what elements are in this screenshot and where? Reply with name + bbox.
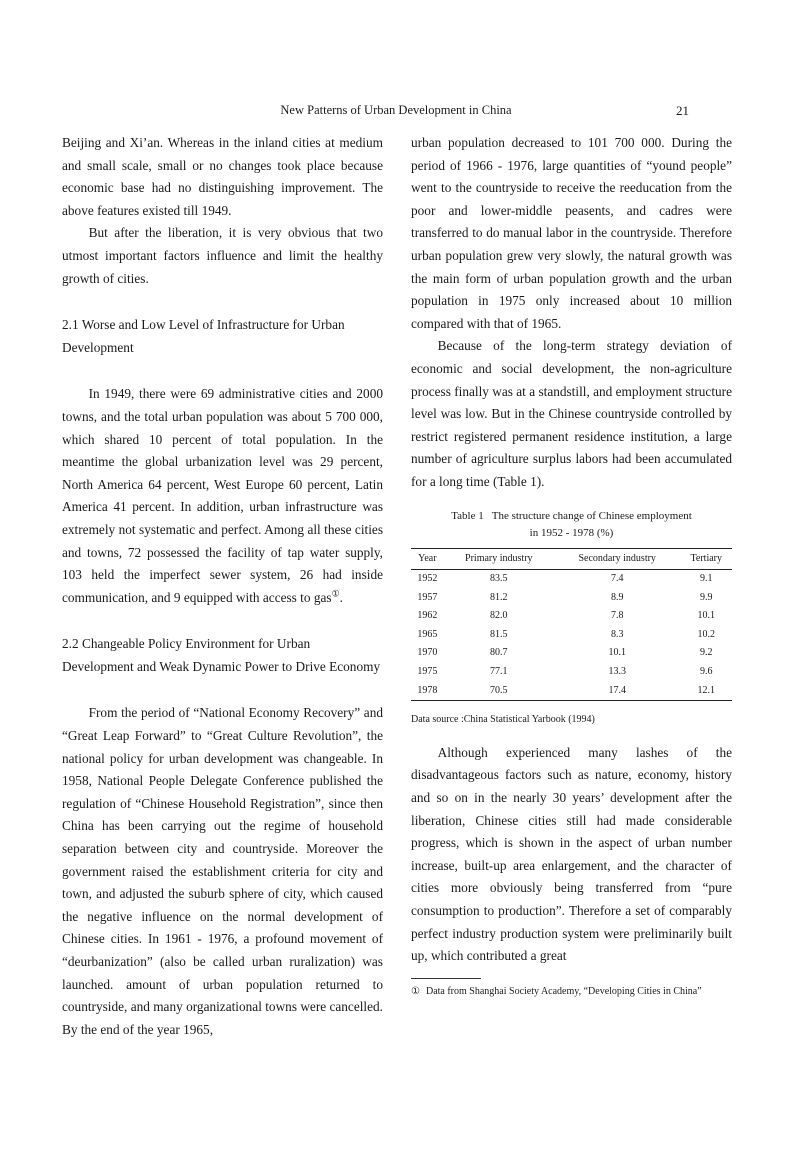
footnote-mark: ① (411, 985, 420, 997)
table-row (411, 570, 732, 589)
left-paragraph-4: From the period of “National Economy Recovery” and “Great Leap Forward” to “Great Culture Revolution”, the national policy for urban development was changeable. In 1958, National People Delegate Conference published the regulation of “Chinese Household Registration”, since then China has been carrying out the regime of household separation between city and countryside. Moreover the government raised the establishment criteria for city and town, and adjusted the suburb sphere of city, which caused the negative influence on the normal development of Chinese cities. In 1961 - 1976, a profound movement of “deurbanization” (also be called urban ruralization) was launched. amount of urban population returned to countryside, and many organizational towns were cancelled. By the end of the year 1965, (62, 705, 383, 1037)
table-cell: 77.1 (490, 666, 508, 678)
table-row (411, 663, 732, 682)
table-cell: 10.1 (608, 647, 626, 659)
table-cell: 12.1 (680, 682, 732, 701)
table-cell: 1962 (417, 610, 438, 622)
table-cell: 17.4 (554, 682, 681, 701)
table-row (411, 607, 732, 626)
table-cell: 1970 (417, 647, 438, 659)
footnote-text: Data from Shanghai Society Academy, “Developing Cities in China” (425, 985, 702, 997)
table-cell: 13.3 (608, 666, 626, 678)
table-cell: 1965 (417, 628, 438, 640)
footnote-1 (411, 985, 732, 999)
employment-structure-table (411, 548, 732, 702)
table-cell: 82.0 (490, 610, 508, 622)
left-paragraph-2: But after the liberation, it is very obvious that two utmost important factors influence and limit the healthy growth of cities. (62, 225, 383, 286)
table-cell: 80.7 (490, 647, 508, 659)
table-cell: 70.5 (444, 682, 554, 701)
table-cell: 9.9 (699, 591, 713, 603)
table-cell: 7.4 (610, 573, 624, 585)
table-row (411, 682, 732, 701)
footnote-divider (411, 978, 481, 979)
table-1-caption-line-1: The structure change of Chinese employment (491, 509, 692, 522)
section-heading-2-2: 2.2 Changeable Policy Environment for Urban Development and Weak Dynamic Power to Drive Economy (62, 636, 381, 674)
table-1-caption (411, 508, 732, 542)
column-header: Tertiary (680, 548, 732, 570)
right-paragraph-1: urban population decreased to 101 700 000. During the period of 1966 - 1976, large quantities of “yound people” went to the countryside to receive the reeducation from the poor and lower-middle peasents, and cadres were transferred to do manual labor in the countryside. Therefore urban population grew very slowly, the natural growth was the main form of urban population growth and the urban population in 1975 only increased about 10 million compared with that of 1965. (411, 135, 732, 331)
right-paragraph-2: Because of the long-term strategy deviation of economic and social development, the non-agriculture process finally was at a standstill, and employment structure level was low. But in the Chinese countryside controlled by restrict registered permanent residence institution, a large number of agriculture surplus labors had been accumulated for a long time (Table 1). (411, 338, 732, 489)
table-cell: 9.1 (699, 573, 713, 585)
table-1-caption-line-2: in 1952 - 1978 (%) (529, 526, 614, 539)
column-header: Secondary industry (554, 548, 681, 570)
table-row (411, 626, 732, 645)
table-cell: 83.5 (490, 573, 508, 585)
table-cell: 10.1 (697, 610, 715, 622)
table-1-source: Data source :China Statistical Yarbook (1994) (411, 714, 595, 726)
table-cell: 1975 (417, 666, 438, 678)
table-cell: 8.9 (610, 591, 624, 603)
left-paragraph-1: Beijing and Xi’an. Whereas in the inland cities at medium and small scale, small or no changes took place because economic base had no distinguishing improvement. The above features existed till 1949. (62, 135, 383, 218)
left-paragraph-3-text: In 1949, there were 69 administrative cities and 2000 towns, and the total urban population was about 5 700 000, which shared 10 percent of total population. In the meantime the global urbanization level was 29 percent, North America 64 percent, West Europe 60 percent, Latin America 41 percent. In addition, urban infrastructure was extremely not systematic and perfect. Among all these cities and towns, 72 possessed the facility of tap water supply, 103 held the imperfect sewer system, 26 had inside communication, and 9 equipped with access to gas (62, 386, 383, 605)
running-header-title: New Patterns of Urban Development in China (280, 103, 512, 117)
table-cell: 8.3 (610, 628, 624, 640)
left-column (62, 132, 383, 1041)
right-paragraph-3: Although experienced many lashes of the disadvantageous factors such as nature, economy, history and so on in the nearly 30 years’ development after the liberation, Chinese cities still had made considerable progress, which is shown in the aspect of urban number increase, built-up area enlargement, and the character of cities more obviously being transferred from “pure consumption to production”. Therefore a set of comparably perfect industry production system were preliminarily built up, which contributed a great (411, 744, 732, 964)
table-1 (411, 508, 732, 732)
table-cell: 81.5 (490, 628, 508, 640)
page-number: 21 (676, 103, 689, 118)
column-header: Year (411, 548, 444, 570)
table-cell: 1957 (417, 591, 438, 603)
left-paragraph-3-end: . (339, 589, 343, 605)
table-cell: 9.2 (699, 647, 713, 659)
left-paragraph-3 (62, 383, 383, 609)
table-1-label: Table 1 (451, 509, 484, 522)
table-cell: 9.6 (699, 666, 713, 678)
table-cell: 1978 (411, 682, 444, 701)
table-cell: 81.2 (490, 591, 508, 603)
table-cell: 1952 (417, 573, 438, 585)
section-heading-2-1: 2.1 Worse and Low Level of Infrastructure for Urban Development (62, 317, 345, 355)
table-header-row (411, 548, 732, 570)
column-header: Primary industry (444, 548, 554, 570)
table-row (411, 644, 732, 663)
right-column (411, 132, 732, 999)
table-cell: 7.8 (610, 610, 624, 622)
footnote-ref-1[interactable]: ① (331, 588, 340, 599)
table-row (411, 589, 732, 608)
table-cell: 10.2 (697, 628, 715, 640)
